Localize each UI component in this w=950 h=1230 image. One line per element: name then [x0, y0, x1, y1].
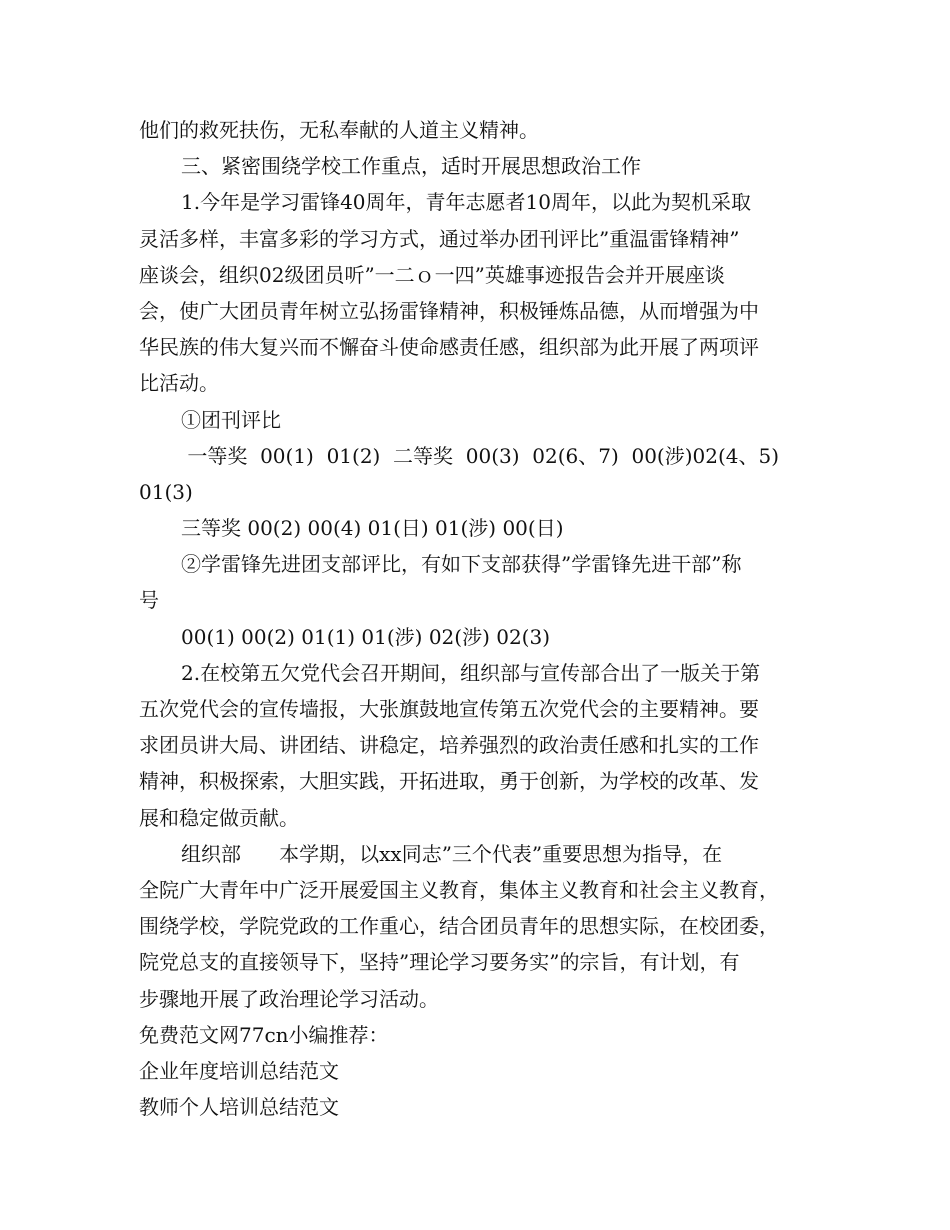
- section-heading: 三、紧密围绕学校工作重点，适时开展思想政治工作: [181, 154, 641, 179]
- text-line: 华民族的伟大复兴而不懈奋斗使命感责任感，组织部为此开展了两项评: [139, 335, 759, 360]
- text-line: 展和稳定做贡献。: [139, 805, 299, 830]
- award-list-line: 01(3): [139, 479, 193, 504]
- text-line: 围绕学校，学院党政的工作重心，结合团员青年的思想实际，在校团委，: [139, 914, 779, 939]
- document-body: [139, 112, 811, 1125]
- text-line: 会，使广大团员青年树立弘扬雷锋精神，积极锤炼品德，从而增强为中: [139, 298, 759, 323]
- text-line: 步骤地开展了政治理论学习活动。: [139, 986, 439, 1011]
- text-line: 精神，积极探索，大胆实践，开拓进取，勇于创新，为学校的改革、发: [139, 769, 759, 794]
- recommended-link[interactable]: 企业年度培训总结范文: [139, 1058, 339, 1083]
- award-list-line: 三等奖 00(2) 00(4) 01(日) 01(涉) 00(日): [181, 516, 564, 541]
- text-line: 他们的救死扶伤，无私奉献的人道主义精神。: [139, 118, 539, 142]
- text-line: 1.今年是学习雷锋40周年，青年志愿者10周年，以此为契机采取: [181, 190, 751, 215]
- text-line: 灵活多样，丰富多彩的学习方式，通过举办团刊评比”重温雷锋精神”: [139, 226, 740, 251]
- text-line: 比活动。: [139, 371, 219, 396]
- text-line: 组织部 本学期，以xx同志”三个代表”重要思想为指导，在: [181, 841, 723, 866]
- text-line: 院党总支的直接领导下，坚持”理论学习要务实”的宗旨，有计划，有: [139, 950, 740, 975]
- award-list-line: 00(1) 00(2) 01(1) 01(涉) 02(涉) 02(3): [181, 624, 551, 649]
- text-line: 号: [139, 588, 159, 613]
- text-line: 五次党代会的宣传墙报，大张旗鼓地宣传第五次党代会的主要精神。要: [139, 697, 759, 721]
- text-line: 座谈会，组织02级团员听”一二ｏ一四”英雄事迹报告会并开展座谈: [139, 262, 725, 287]
- recommendation-label: 免费范文网77cn小编推荐：: [139, 1022, 389, 1047]
- text-line: 求团员讲大局、讲团结、讲稳定，培养强烈的政治责任感和扎实的工作: [139, 733, 759, 758]
- subsection-heading: ②学雷锋先进团支部评比，有如下支部获得”学雷锋先进干部”称: [181, 552, 742, 577]
- subsection-heading: ①团刊评比: [181, 407, 281, 432]
- award-list-line: 一等奖 00(1) 01(2) 二等奖 00(3) 02(6、7) 00(涉)02(4、5): [181, 443, 780, 468]
- recommended-link[interactable]: 教师个人培训总结范文: [139, 1095, 339, 1120]
- text-line: 全院广大青年中广泛开展爱国主义教育，集体主义教育和社会主义教育，: [139, 877, 779, 902]
- text-line: 2.在校第五欠党代会召开期间，组织部与宣传部合出了一版关于第: [181, 660, 761, 685]
